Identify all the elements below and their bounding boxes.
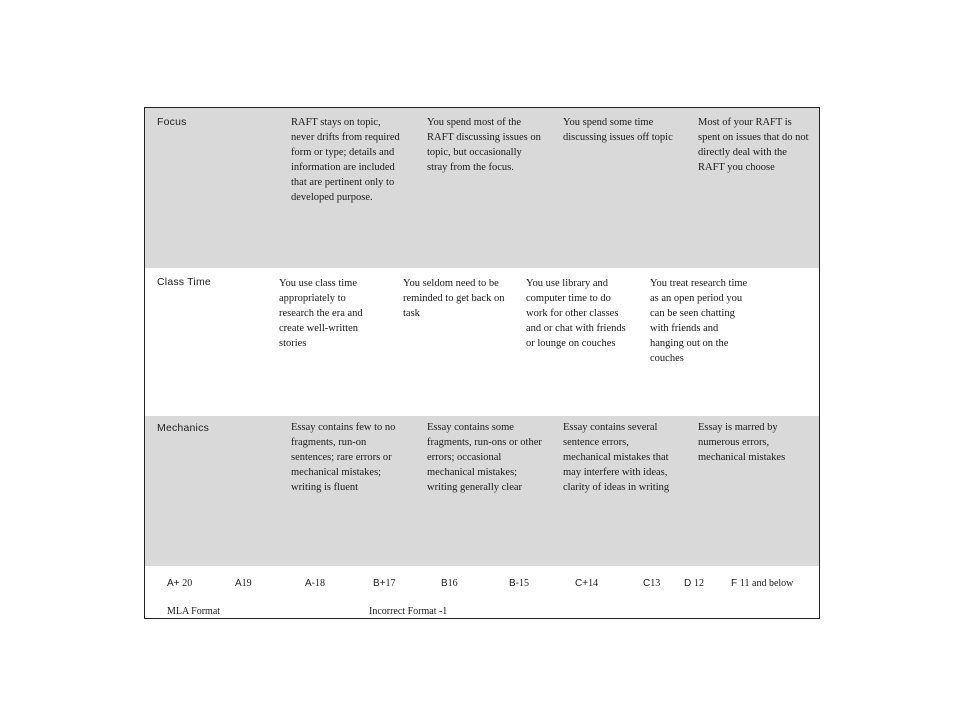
class-time-criterion-1: You use class time appropriately to research the era and create well-written stories — [279, 278, 363, 349]
grade-points: 18 — [315, 578, 325, 589]
grade-letter: A- — [305, 578, 315, 589]
mechanics-criterion-1: Essay contains few to no fragments, run-on sentences; rare errors or mechanical mistakes; writing is fluent — [291, 422, 396, 493]
grade-points: 20 — [182, 578, 193, 589]
mla-format-label: MLA Format — [167, 606, 221, 617]
class-time-criterion-3: You use library and computer time to do work for other classes and or chat with friends or lounge on couches — [526, 278, 626, 349]
grade-f — [731, 578, 793, 589]
rubric-row-focus — [145, 108, 819, 268]
grade-a-plus — [167, 578, 192, 589]
grade-b — [441, 578, 458, 589]
grade-b-plus — [373, 578, 396, 589]
grade-letter: C — [643, 578, 651, 589]
grade-d — [684, 578, 704, 589]
grade-letter: A — [235, 578, 242, 589]
grade-letter: A+ — [167, 578, 180, 589]
grade-letter: F — [731, 578, 738, 589]
mechanics-criterion-2: Essay contains some fragments, run-ons or other errors; occasional mechanical mistakes; writing generally clear — [427, 422, 542, 493]
rubric-row-mechanics — [145, 416, 819, 566]
focus-criterion-2: You spend most of the RAFT discussing issues on topic, but occasionally stray from the focus. — [427, 117, 541, 173]
focus-criterion-1: RAFT stays on topic, never drifts from required form or type; details and information are included that are pertinent only to developed purpose. — [291, 117, 400, 203]
mechanics-criterion-4: Essay is marred by numerous errors, mechanical mistakes — [698, 422, 786, 463]
incorrect-format-label: Incorrect Format -1 — [369, 606, 448, 617]
grade-c — [643, 578, 660, 589]
grade-a-minus — [305, 578, 325, 589]
class-time-criterion-2: You seldom need to be reminded to get back on task — [403, 278, 505, 319]
grade-points: 13 — [650, 578, 661, 589]
row-label-class-time: Class Time — [157, 276, 211, 288]
grade-points: 14 — [588, 578, 599, 589]
grade-points: 12 — [694, 578, 705, 589]
grade-a — [235, 578, 252, 589]
row-label-focus: Focus — [157, 116, 187, 128]
focus-criterion-4: Most of your RAFT is spent on issues that do not directly deal with the RAFT you choose — [698, 117, 809, 173]
grade-b-minus — [509, 578, 529, 589]
grade-points: 15 — [519, 578, 529, 589]
grade-points: 17 — [385, 578, 396, 589]
grade-letter: C+ — [575, 578, 589, 589]
grade-points: 19 — [241, 578, 252, 589]
grade-points: 11 and below — [739, 578, 794, 589]
grade-c-plus — [575, 578, 598, 589]
grade-letter: B+ — [373, 578, 386, 589]
rubric-table — [144, 107, 820, 619]
grade-points: 16 — [447, 578, 458, 589]
rubric-row-class-time — [145, 268, 819, 416]
class-time-criterion-4: You treat research time as an open period you can be seen chatting with friends and hanging out on the couches — [650, 278, 748, 364]
grade-letter: B- — [509, 578, 519, 589]
row-label-mechanics: Mechanics — [157, 422, 209, 434]
focus-criterion-3: You spend some time discussing issues off topic — [563, 117, 673, 143]
grade-letter: D — [684, 578, 692, 589]
grade-letter: B — [441, 578, 448, 589]
mechanics-criterion-3: Essay contains several sentence errors, mechanical mistakes that may interfere with ideas, clarity of ideas in writing — [563, 422, 670, 493]
